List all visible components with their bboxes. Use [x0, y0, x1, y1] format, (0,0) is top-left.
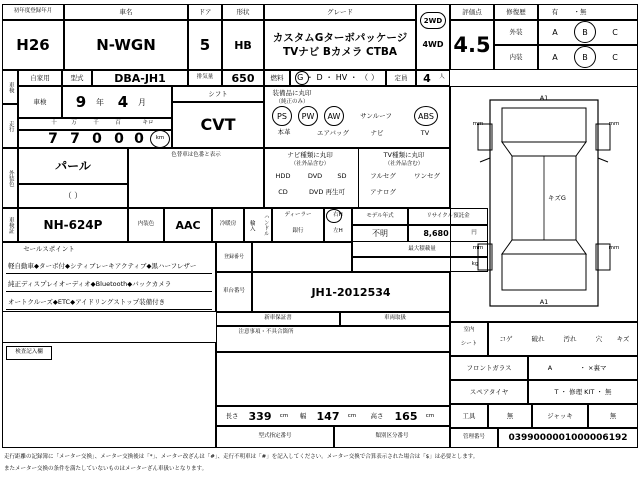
tv-title: TV種類に丸印: [383, 150, 425, 159]
shaken-label: 車検: [33, 97, 47, 106]
mileage-unit-km: キロ: [142, 120, 154, 127]
chassis-value: JH1-2012534: [311, 285, 391, 299]
mileage-digit-3: 0: [92, 131, 102, 147]
type-value: DBA-JH1: [114, 71, 166, 85]
wheel-sub-label: ハンドル: [262, 214, 269, 236]
diagram-mm-2: mm: [608, 121, 620, 128]
width-label: 幅: [299, 411, 307, 420]
mileage-digit-5: 0: [134, 131, 144, 147]
repair-no: ・無: [573, 7, 587, 16]
diagram-a1-top: A1: [539, 93, 549, 102]
reg-date-value: H26: [16, 36, 50, 54]
exterior-color-note: （ ）: [63, 191, 83, 200]
insurance-label: 新車保証書: [264, 315, 292, 322]
admin-label: 管理番号: [462, 434, 485, 441]
selling-point-line-2: 純正ディスプレイオーディオ◆Bluetooth◆バックカメラ: [8, 279, 172, 288]
diagram-mm-4: mm: [608, 245, 620, 252]
shaken-doc-label: 車両取扱: [383, 315, 406, 322]
mileage-km-unit: km: [155, 135, 165, 142]
length-unit: cm: [279, 413, 289, 420]
nav-hdd: HDD: [275, 172, 291, 181]
class-number-label: 類別区分番号: [375, 433, 409, 440]
height-label: 高さ: [370, 411, 384, 420]
exterior-label: 外装: [509, 28, 523, 37]
nav-sd: SD: [337, 172, 347, 181]
model-year-value: 不明: [372, 228, 388, 238]
condition-interior-label-2: シート: [460, 341, 478, 348]
recycle-unit: 円: [471, 229, 477, 236]
disp-label: 排気量: [196, 74, 214, 81]
condition-kizu: キズ: [616, 334, 630, 343]
interior-label: 内装: [509, 53, 523, 62]
selling-points-title: セールスポイント: [23, 244, 75, 253]
repair-yes: 有: [551, 7, 559, 16]
interior-grade-b: B: [582, 52, 588, 62]
exterior-grade-circle: [574, 21, 596, 43]
dealer-label: ディーラー: [284, 212, 312, 219]
equipment-pw: PW: [298, 106, 318, 126]
plate-label: 車検証: [7, 216, 14, 234]
shaken-month: 4: [117, 92, 129, 111]
jack-label: ジャッキ: [547, 411, 573, 420]
tv-fullseg: フルセグ: [370, 172, 396, 181]
header-shape-label: 形状: [236, 7, 250, 16]
equipment-tv: TV: [420, 128, 430, 137]
interior-grade-circle: [574, 46, 596, 68]
exterior-grade-a: A: [552, 27, 558, 37]
rating-score-label: 評価点: [462, 7, 482, 16]
free-area-box: [216, 352, 450, 406]
equipment-airbag: エアバッグ: [317, 128, 349, 137]
disp-value: 650: [231, 71, 255, 85]
reg-label: 登録番号: [223, 253, 244, 260]
interior-color-value: AAC: [175, 218, 201, 232]
mileage-digit-1: 7: [48, 131, 58, 147]
header-grade-label: グレード: [327, 7, 353, 16]
fuel-options: G ・ D ・ HV ・ （ ）: [297, 73, 379, 82]
repair-label: 修復歴: [506, 7, 526, 16]
spare-tire-label: スペアタイヤ: [469, 387, 509, 396]
selling-point-line-1: 軽自動車◆ターボ付◆シティブレーキアクティブ◆黒ハーフレザー: [8, 261, 197, 270]
plate-value: NH-624P: [43, 218, 103, 232]
header-reg-date-label: 初年度登録年月: [13, 8, 53, 15]
model-year-label: モデル年式: [366, 212, 394, 219]
front-glass-a: A: [547, 363, 553, 372]
jack-value: 無: [609, 411, 617, 420]
footer-line-1: 走行距離の記録簿に「メーター交換」、メーター交換後は「*」、メーター改ざんは「#」、走行不明車は「#」を記入してください。メーター交換で合算表示された場合は「$」は必要とします。: [4, 454, 479, 461]
equipment-sunroof: サンルーフ: [360, 111, 392, 120]
equipment-title: 装備品に丸印: [272, 88, 312, 97]
reg-value-cell: [252, 242, 352, 272]
width-value: 147: [316, 409, 340, 423]
selling-underline-3: [6, 309, 212, 310]
type-desig-label: 型式指定番号: [258, 433, 292, 440]
fuel-label: 燃料: [270, 73, 284, 82]
fuel-selected-circle: [295, 71, 309, 85]
selling-point-line-3: オートクルーズ◆ETC◆アイドリングストップ装備付き: [8, 297, 166, 306]
shift-label: シフト: [208, 89, 228, 98]
maxload-unit: kg: [471, 260, 479, 267]
exterior-color-value: パール: [55, 159, 91, 173]
length-label: 長さ: [225, 411, 239, 420]
tool-label: 工具: [462, 411, 476, 420]
shaken-year: 9: [75, 92, 87, 111]
shape-value: HB: [234, 38, 252, 52]
drive-2wd-badge: 2WD: [420, 12, 446, 29]
carname-value: N-WGN: [96, 36, 156, 54]
aircon-label: 冷暖房: [219, 221, 237, 228]
dealer-sub: 銀行: [292, 228, 304, 235]
diagram-mm-1: mm: [472, 121, 484, 128]
spare-tire-value: T ・ 修理 KIT ・ 無: [554, 387, 612, 396]
recycle-label: リサイクル預託金: [426, 212, 470, 219]
mileage-digit-4: 0: [114, 131, 124, 147]
interior-grade-a: A: [552, 52, 558, 62]
height-value: 165: [394, 409, 418, 423]
exterior-grade-c: C: [612, 27, 618, 37]
owner-value: 自家用: [30, 73, 50, 82]
diagram-a1-bottom: A1: [539, 297, 549, 306]
tv-analog: アナログ: [370, 188, 396, 197]
front-glass-x: ・ ×裏マ: [579, 363, 607, 372]
mileage-unit-10man: 十: [51, 120, 57, 127]
wheel-label: 輪入: [248, 219, 255, 231]
shift-value: CVT: [200, 115, 236, 134]
rh-label: 右H: [333, 212, 343, 219]
condition-koge: コゲ: [499, 334, 513, 343]
rating-score-value: 4.5: [453, 33, 491, 57]
front-glass-label: フロントガラス: [466, 363, 512, 372]
color-code-note: 色替車は色番と表示: [171, 152, 221, 159]
recycle-value: 8,680: [423, 228, 449, 238]
type-label: 型式: [70, 73, 84, 82]
mileage-unit-sen: 千: [93, 120, 99, 127]
diagram-center-label: キズG: [548, 193, 566, 202]
equipment-aw: AW: [324, 106, 344, 126]
header-carname-label: 車名: [119, 7, 133, 16]
height-unit: cm: [425, 413, 435, 420]
selling-underline-1: [6, 273, 212, 274]
caution-label: 注意事項・不具合箇所: [238, 328, 294, 335]
nav-tv-divider: [358, 148, 359, 208]
capacity-label: 定員: [394, 73, 408, 82]
mileage-unit-man: 万: [71, 120, 77, 127]
maxload-label: 最大積載量: [408, 245, 436, 252]
width-unit: cm: [347, 413, 357, 420]
inspection-label: 検査記入欄: [15, 349, 43, 356]
interior-color-label: 内装色: [137, 221, 155, 228]
shaken-month-unit: 月: [138, 98, 146, 107]
tv-oneseg: ワンセグ: [414, 172, 440, 181]
mileage-label: 走行: [7, 120, 14, 132]
capacity-value: 4: [423, 71, 431, 85]
rh-selected-circle: [326, 209, 342, 223]
nav-title: ナビ種類に丸印: [287, 150, 333, 159]
selling-underline-2: [6, 291, 212, 292]
nav-cd: CD: [278, 188, 288, 197]
admin-value: 0399000001000006192: [508, 432, 628, 443]
mileage-digit-2: 7: [70, 131, 80, 147]
condition-yabure: 破れ: [531, 334, 545, 343]
condition-ana: 穴: [595, 334, 603, 343]
grade-value: カスタムGターボパッケージ TVナビ Bカメラ CTBA: [272, 31, 408, 58]
condition-interior-label-1: 室内: [463, 327, 475, 334]
diagram-mm-3: mm: [472, 245, 484, 252]
drive-4wd-label: 4WD: [422, 40, 444, 49]
lh-label: 左H: [333, 228, 343, 235]
nav-dvd-play: DVD 再生可: [309, 188, 345, 197]
equipment-title-sub: （純正のみ）: [275, 99, 309, 106]
capacity-unit: 人: [439, 74, 445, 81]
vtab-shaken-label: 車検: [7, 81, 14, 93]
equipment-abs: ABS: [414, 106, 438, 126]
equipment-navi: ナビ: [370, 128, 384, 137]
header-door-label: ドア: [198, 7, 212, 16]
mileage-unit-hyaku: 百: [115, 120, 121, 127]
chassis-label: 車台番号: [222, 288, 245, 295]
length-value: 339: [248, 409, 272, 423]
door-value: 5: [199, 36, 211, 54]
equipment-row2-label: 本革: [277, 127, 291, 136]
equipment-ps: PS: [272, 106, 292, 126]
exterior-grade-b: B: [582, 27, 588, 37]
condition-yogore: 汚れ: [563, 334, 577, 343]
nav-title-sub: （社外品含む）: [290, 160, 330, 167]
footer-line-2: またメーター交換の条件を満たしていないものはメーターざん車扱いとなります。: [4, 466, 208, 473]
tool-value: 無: [506, 411, 514, 420]
exterior-color-tab-label: 外装色: [7, 169, 14, 187]
tv-title-sub: （社外品含む）: [384, 160, 424, 167]
nav-dvd: DVD: [307, 172, 323, 181]
interior-grade-c: C: [612, 52, 618, 62]
shaken-year-unit: 年: [96, 98, 104, 107]
